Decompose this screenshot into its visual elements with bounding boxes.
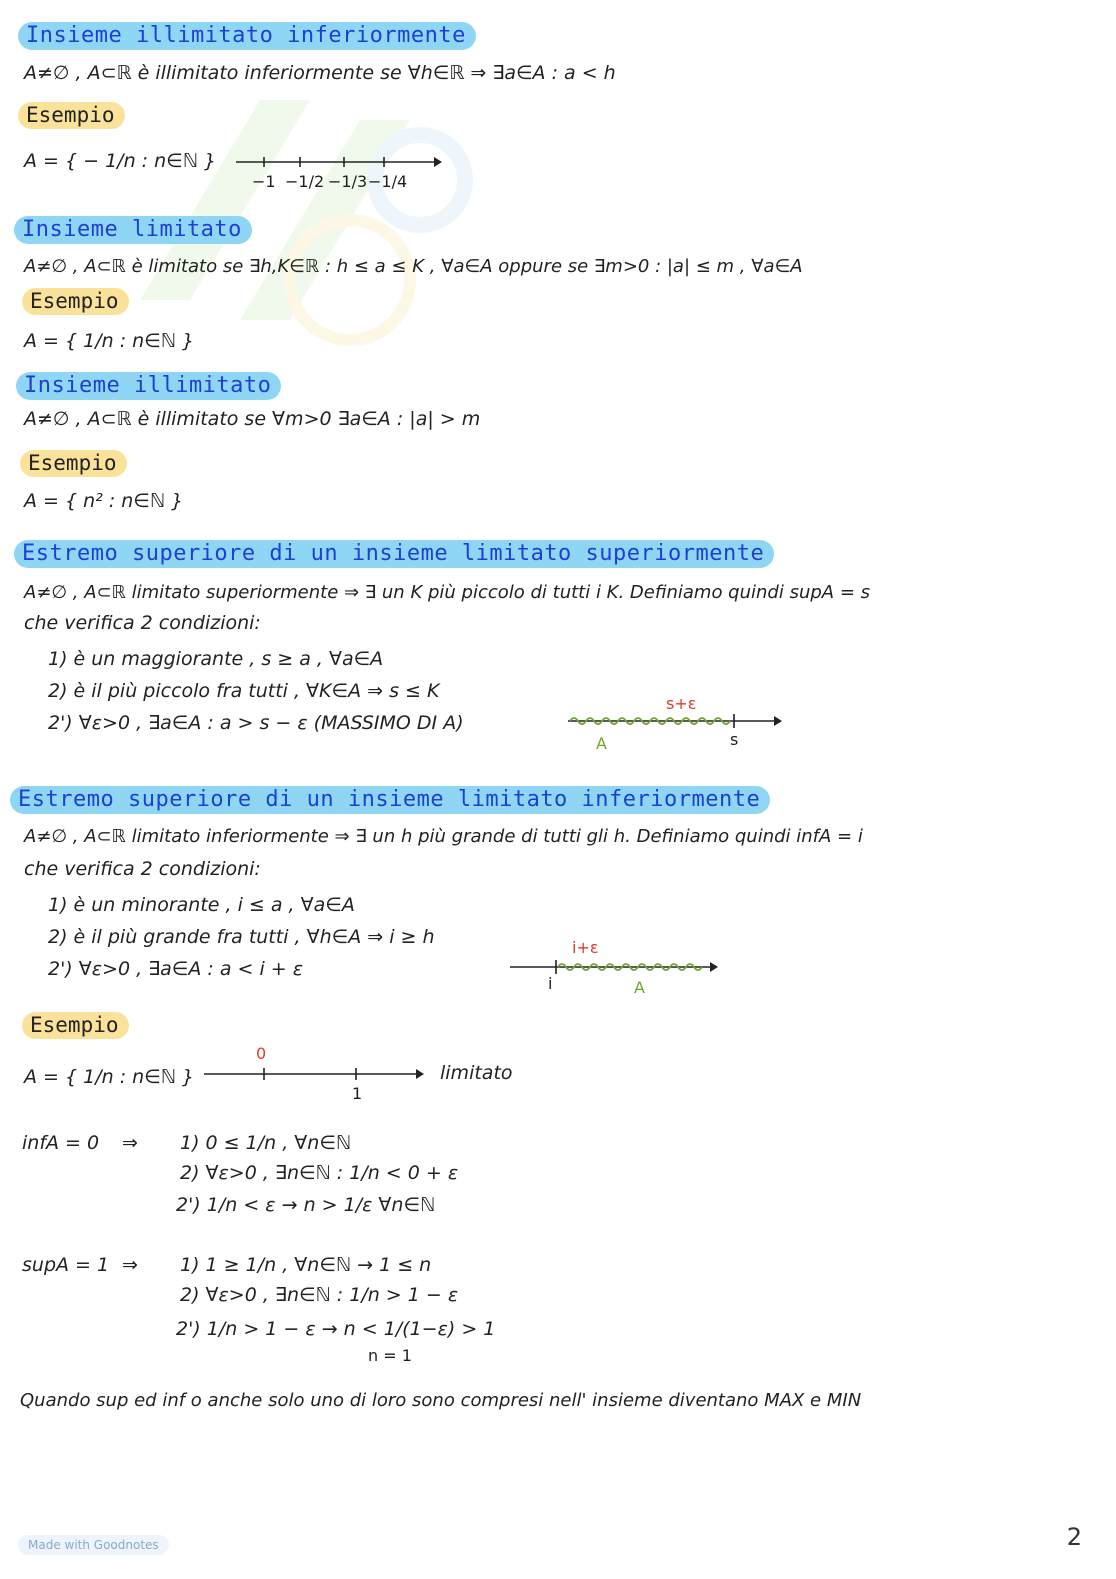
inf-proof-step: 2') 1/n < ε → n > 1/ε ∀n∈ℕ bbox=[176, 1194, 436, 1216]
definition-limitato: A≠∅ , A⊂ℝ è limitato se ∃h,K∈ℝ : h ≤ a ≤ K , ∀a∈A oppure se ∃m>0 : |a| ≤ m , ∀a∈A bbox=[24, 256, 803, 277]
heading-estremo-inferiore: Estremo superiore di un insieme limitato inferiormente bbox=[10, 786, 770, 814]
fig-label-set: A bbox=[634, 978, 645, 997]
example-label: Esempio bbox=[20, 450, 127, 477]
tick-label: −1/2 bbox=[285, 172, 325, 191]
inf-label: infA = 0 bbox=[22, 1132, 100, 1154]
example-set-limitato: A = { 1/n : n∈ℕ } bbox=[24, 330, 195, 352]
heading-insieme-limitato: Insieme limitato bbox=[14, 216, 252, 244]
fig-label-set: A bbox=[596, 734, 607, 753]
example-label: Esempio bbox=[18, 102, 125, 129]
arrow-icon: ⇒ bbox=[122, 1132, 138, 1154]
sup-proof-step: 2') 1/n > 1 − ε → n < 1/(1−ε) > 1 bbox=[176, 1318, 496, 1340]
example-label: Esempio bbox=[22, 288, 129, 315]
tick-label: −1/4 bbox=[368, 172, 408, 191]
inf-number-line bbox=[510, 952, 720, 982]
heading-estremo-superiore: Estremo superiore di un insieme limitato superiormente bbox=[14, 540, 774, 568]
inf-proof-step: 1) 0 ≤ 1/n , ∀n∈ℕ bbox=[180, 1132, 352, 1154]
sup-proof-step: 1) 1 ≥ 1/n , ∀n∈ℕ → 1 ≤ n bbox=[180, 1254, 432, 1276]
example-set-reciprocals: A = { 1/n : n∈ℕ } bbox=[24, 1066, 195, 1088]
inf-definition-line: A≠∅ , A⊂ℝ limitato inferiormente ⇒ ∃ un h più grande di tutti gli h. Definiamo quindi infA = i bbox=[24, 826, 863, 847]
tick-label-zero: 0 bbox=[256, 1044, 267, 1063]
inf-condition: 2) è il più grande fra tutti , ∀h∈A ⇒ i ≥ h bbox=[48, 926, 435, 948]
inf-proof-step: 2) ∀ε>0 , ∃n∈ℕ : 1/n < 0 + ε bbox=[180, 1162, 459, 1184]
sup-label: supA = 1 bbox=[22, 1254, 110, 1276]
fig-label-s-plus-eps: s+ε bbox=[666, 694, 697, 713]
bounded-tag: limitato bbox=[440, 1062, 513, 1084]
example-label: Esempio bbox=[22, 1012, 129, 1039]
tick-label-one: 1 bbox=[352, 1084, 363, 1103]
example-set-negative: A = { − 1/n : n∈ℕ } bbox=[24, 150, 217, 172]
goodnotes-badge: Made with Goodnotes bbox=[18, 1535, 169, 1555]
heading-insieme-illimitato: Insieme illimitato bbox=[16, 372, 281, 400]
fig-label-i: i bbox=[548, 974, 553, 993]
arrow-icon: ⇒ bbox=[122, 1254, 138, 1276]
sup-condition: 1) è un maggiorante , s ≥ a , ∀a∈A bbox=[48, 648, 384, 670]
sup-definition-line: A≠∅ , A⊂ℝ limitato superiormente ⇒ ∃ un K più piccolo di tutti i K. Definiamo quindi supA = s bbox=[24, 582, 870, 603]
fig-label-i-plus-eps: i+ε bbox=[572, 938, 599, 957]
sup-proof-note: n = 1 bbox=[368, 1346, 412, 1365]
reciprocal-number-line bbox=[204, 1062, 426, 1086]
sup-proof-step: 2) ∀ε>0 , ∃n∈ℕ : 1/n > 1 − ε bbox=[180, 1284, 459, 1306]
inf-condition: 1) è un minorante , i ≤ a , ∀a∈A bbox=[48, 894, 355, 916]
tick-label: −1 bbox=[252, 172, 276, 191]
definition-illimitato: A≠∅ , A⊂ℝ è illimitato se ∀m>0 ∃a∈A : |a| > m bbox=[24, 408, 481, 430]
fig-label-s: s bbox=[730, 730, 739, 749]
closing-remark: Quando sup ed inf o anche solo uno di loro sono compresi nell' insieme diventano MAX e MIN bbox=[20, 1390, 862, 1411]
definition-illimitato-inferiormente: A≠∅ , A⊂ℝ è illimitato inferiormente se ∀h∈ℝ ⇒ ∃a∈A : a < h bbox=[24, 62, 616, 84]
tick-label: −1/3 bbox=[328, 172, 368, 191]
example-set-squares: A = { n² : n∈ℕ } bbox=[24, 490, 184, 512]
sup-condition: 2) è il più piccolo fra tutti , ∀K∈A ⇒ s ≤ K bbox=[48, 680, 440, 702]
inf-condition: 2') ∀ε>0 , ∃a∈A : a < i + ε bbox=[48, 958, 304, 980]
sup-condition: 2') ∀ε>0 , ∃a∈A : a > s − ε (MASSIMO DI A) bbox=[48, 712, 464, 734]
inf-definition-line: che verifica 2 condizioni: bbox=[24, 858, 261, 880]
heading-illimitato-inferiormente: Insieme illimitato inferiormente bbox=[18, 22, 476, 50]
sup-definition-line: che verifica 2 condizioni: bbox=[24, 612, 261, 634]
page-number: 2 bbox=[1066, 1523, 1082, 1551]
